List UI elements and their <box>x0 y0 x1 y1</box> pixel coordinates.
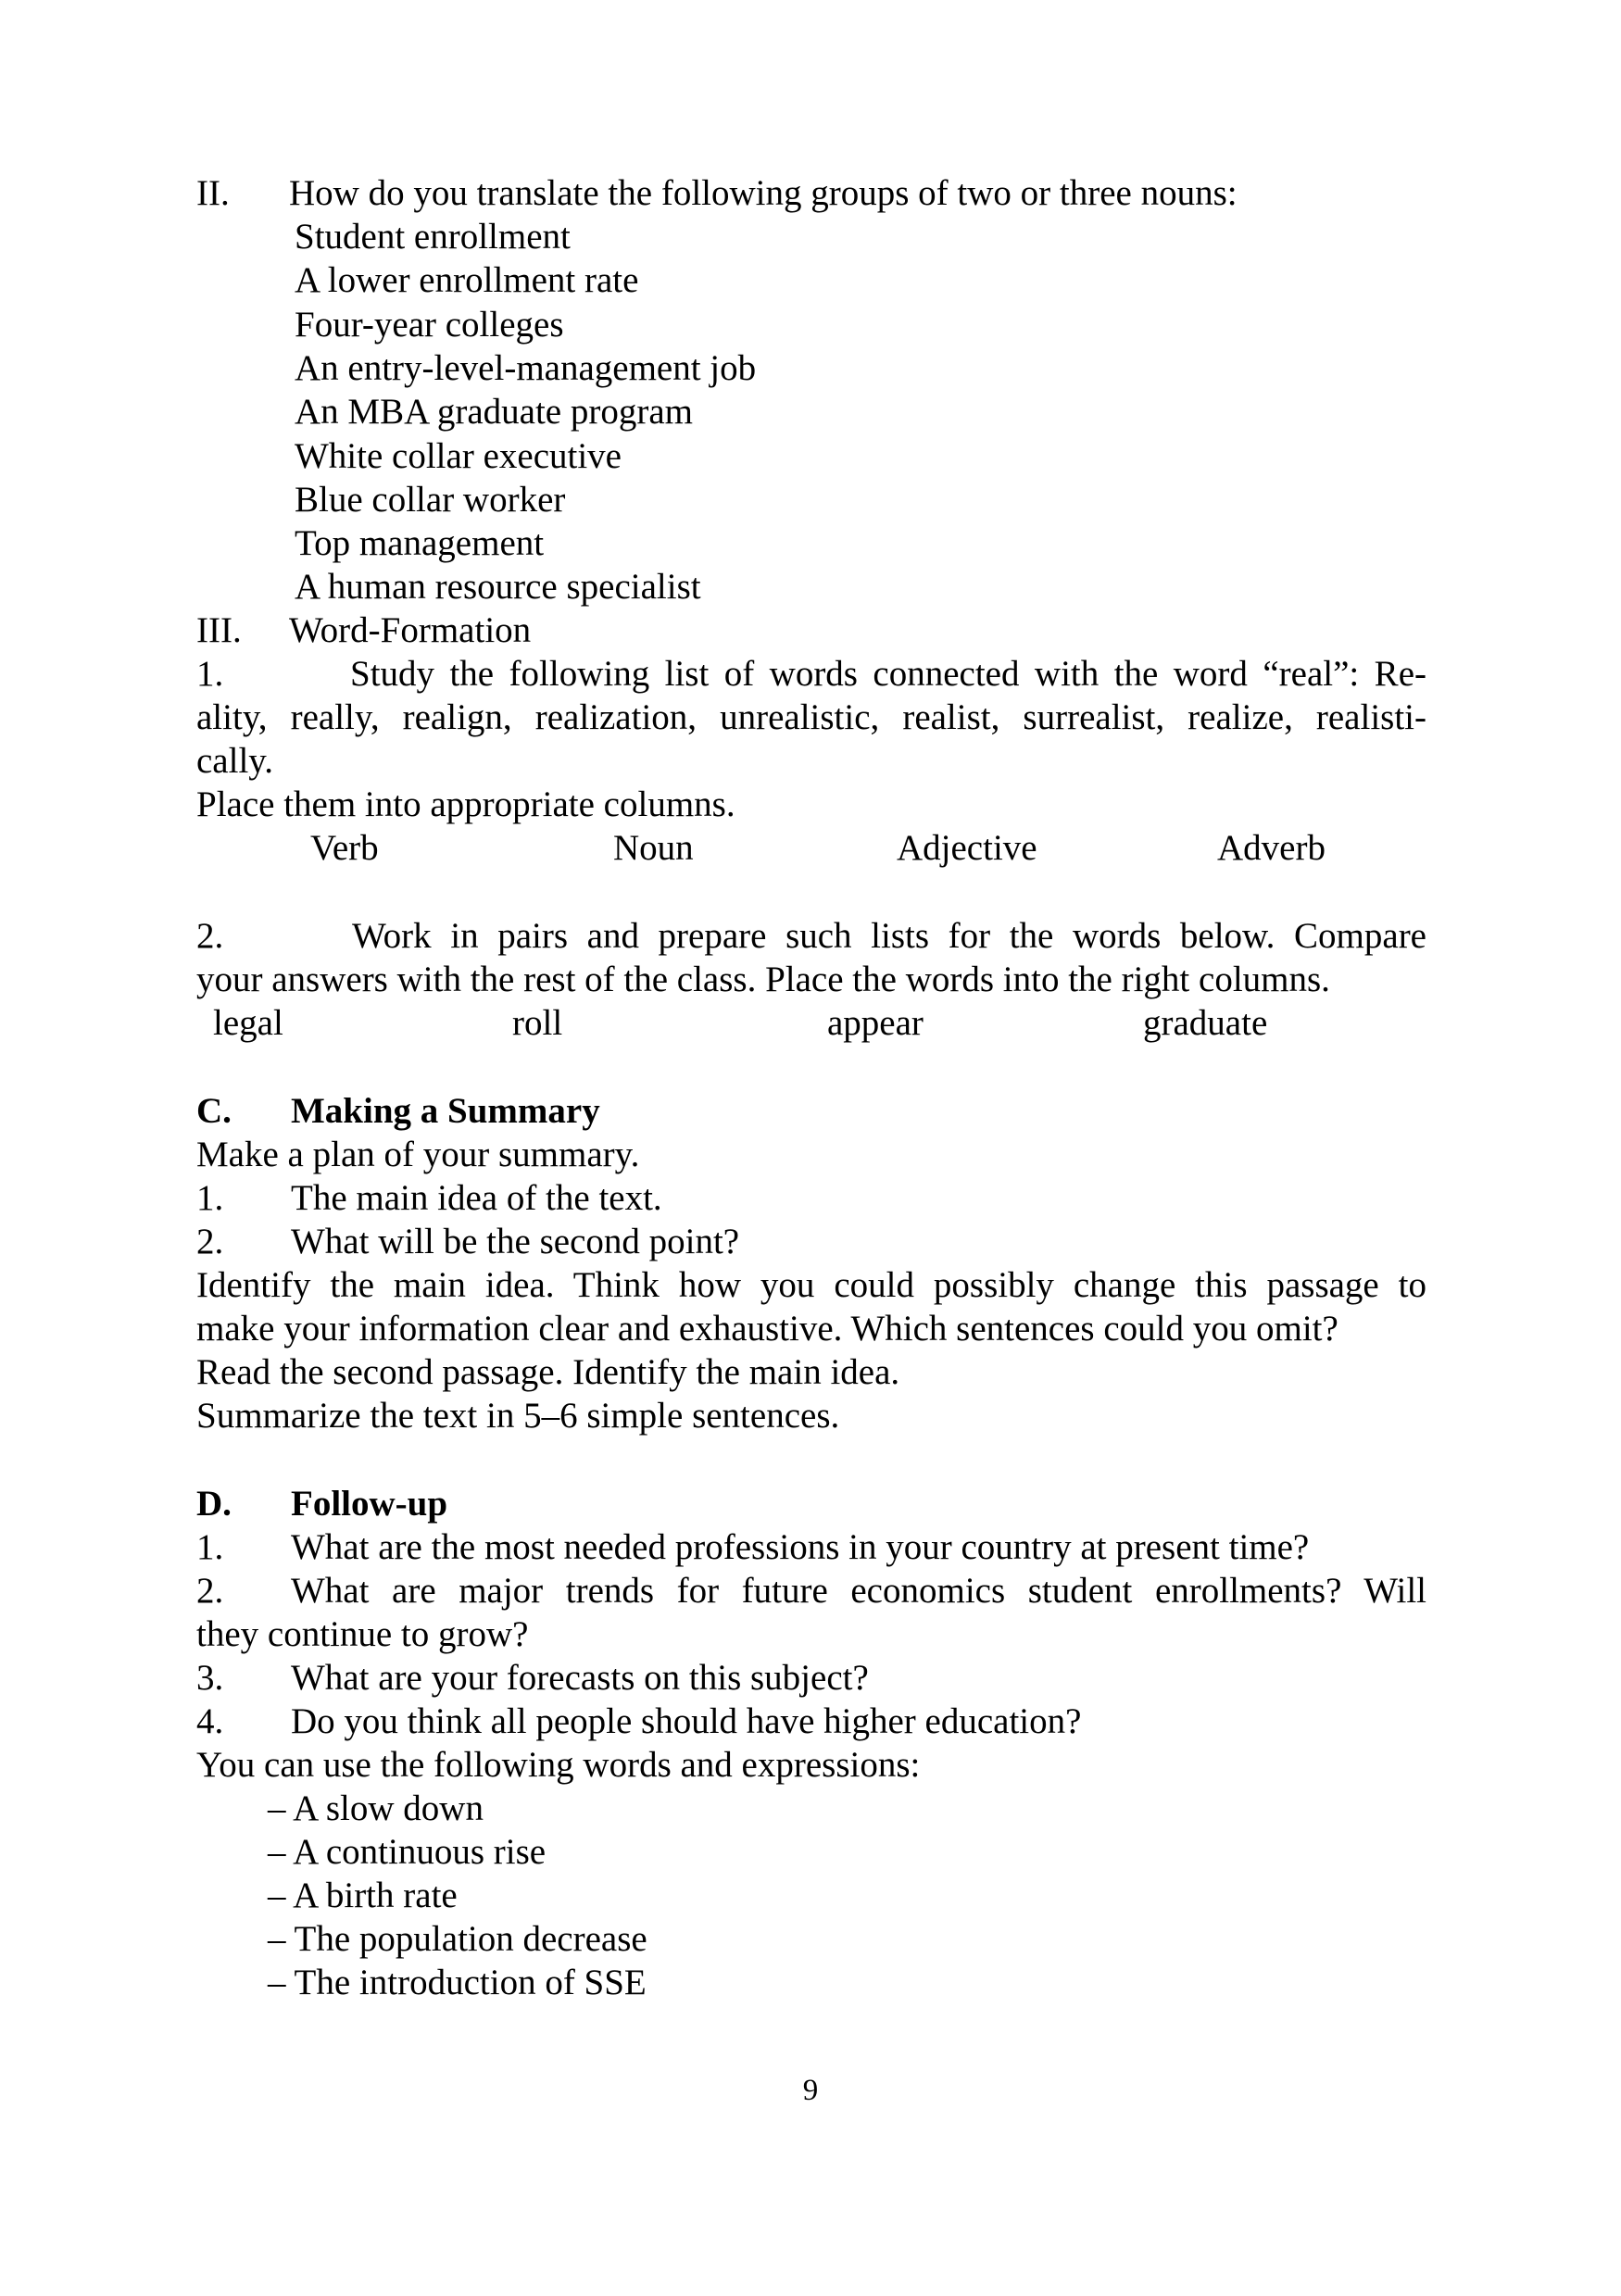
noun-group-item: A human resource specialist <box>295 567 701 607</box>
expression-item: – A birth rate <box>268 1876 458 1915</box>
task-1-instruction: Place them into appropriate columns. <box>196 784 735 824</box>
noun-group-item: Student enrollment <box>295 217 571 257</box>
expressions-intro: You can use the following words and expressions: <box>196 1745 921 1785</box>
plan-point-number: 2. <box>196 1222 224 1261</box>
section-ii-question: How do you translate the following groups of two or three nouns: <box>289 173 1238 213</box>
noun-group-item: Top management <box>295 523 545 563</box>
plan-point-number: 1. <box>196 1178 224 1218</box>
plan-point-text: The main idea of the text. <box>291 1178 662 1218</box>
task-1-line: ality, really, realign, realization, unrealistic, realist, surrealist, realize, realisti- <box>196 697 1426 737</box>
section-d-title: Follow-up <box>291 1484 448 1524</box>
page-number: 9 <box>802 2074 819 2107</box>
question-text: Do you think all people should have higher education? <box>291 1701 1082 1741</box>
task-1-number: 1. <box>196 654 224 694</box>
section-c-title: Making a Summary <box>291 1091 600 1131</box>
expression-item: – The population decrease <box>268 1919 647 1959</box>
noun-group-item: An entry-level-management job <box>295 348 757 388</box>
section-iii-number: III. <box>196 610 242 650</box>
section-c-intro: Make a plan of your summary. <box>196 1135 640 1174</box>
section-d-letter: D. <box>196 1484 232 1524</box>
section-c-paragraph-line: Identify the main idea. Think how you could possibly change this passage to <box>196 1265 1426 1305</box>
section-c-paragraph-line: make your information clear and exhaustive. Which sentences could you omit? <box>196 1309 1338 1349</box>
section-c-read-line: Read the second passage. Identify the main idea. <box>196 1352 900 1392</box>
word-legal: legal <box>213 1003 283 1043</box>
word-appear: appear <box>827 1003 924 1043</box>
noun-group-item: A lower enrollment rate <box>295 260 639 300</box>
expression-item: – A slow down <box>268 1788 484 1828</box>
question-number: 3. <box>196 1658 224 1698</box>
plan-point-text: What will be the second point? <box>291 1222 740 1261</box>
section-c-letter: C. <box>196 1091 232 1131</box>
question-number: 2. <box>196 1571 224 1611</box>
question-number: 4. <box>196 1701 224 1741</box>
column-header-verb: Verb <box>310 828 379 868</box>
noun-group-item: Blue collar worker <box>295 480 566 520</box>
question-text: What are the most needed professions in your country at present time? <box>291 1527 1310 1567</box>
task-1-line: Study the following list of words connected with the word “real”: Re- <box>350 654 1426 694</box>
section-iii-title: Word-Formation <box>289 610 532 650</box>
expression-item: – The introduction of SSE <box>268 1963 647 2002</box>
task-2-line: Work in pairs and prepare such lists for the words below. Compare <box>352 916 1426 956</box>
column-header-noun: Noun <box>613 828 694 868</box>
expression-item: – A continuous rise <box>268 1832 547 1872</box>
question-text-continued: they continue to grow? <box>196 1614 529 1654</box>
question-number: 1. <box>196 1527 224 1567</box>
column-header-adverb: Adverb <box>1217 828 1326 868</box>
task-1-line: cally. <box>196 741 274 781</box>
noun-group-item: White collar executive <box>295 436 622 476</box>
noun-group-item: An MBA graduate program <box>295 392 693 432</box>
question-text: What are your forecasts on this subject? <box>291 1658 869 1698</box>
column-header-adjective: Adjective <box>897 828 1037 868</box>
section-ii-number: II. <box>196 173 230 213</box>
task-2-line: your answers with the rest of the class. Place the words into the right columns. <box>196 960 1330 999</box>
question-text: What are major trends for future economics student enrollments? Will <box>291 1571 1426 1611</box>
noun-group-item: Four-year colleges <box>295 305 564 345</box>
task-2-number: 2. <box>196 916 224 956</box>
word-graduate: graduate <box>1143 1003 1268 1043</box>
word-roll: roll <box>512 1003 563 1043</box>
section-c-summarize-line: Summarize the text in 5–6 simple sentences. <box>196 1396 840 1436</box>
